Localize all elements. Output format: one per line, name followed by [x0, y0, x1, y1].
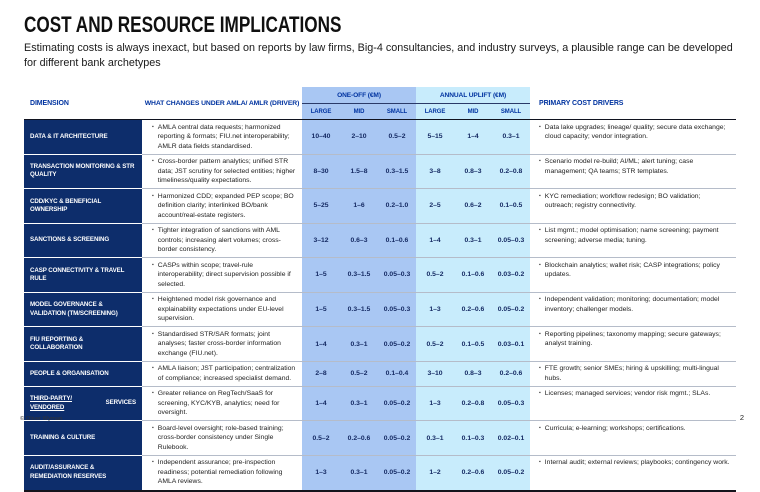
annual-small-cell: 0.03–0.1 [492, 327, 530, 362]
driver-text: Independent assurance; pre-inspection readiness; potential remediation following AMLA reviews. [157, 459, 283, 486]
primary-cost-drivers-cell [530, 224, 736, 259]
driver-text: Cross-border pattern analytics; unified STR data; JST scrutiny for selected entities; higher timeliness/quality expectations. [157, 158, 296, 185]
column-header-driver: WHAT CHANGES UNDER AMLA/ AMLR (DRIVER) [144, 99, 300, 107]
annual-large-cell: 2–5 [416, 189, 454, 224]
primary-cost-drivers-cell [530, 387, 736, 422]
oneoff-mid-cell: 0.3–1 [340, 327, 378, 362]
driver-cell [142, 258, 302, 293]
table-row [24, 120, 736, 155]
dimension-cell: TRAINING & CULTURE [24, 421, 142, 456]
oneoff-small-cell: 0.1–0.6 [378, 224, 416, 259]
annual-small-cell: 0.03–0.2 [492, 258, 530, 293]
driver-text: Board-level oversight; role-based training; cross-border consistency under Single Rulebook. [157, 424, 284, 451]
bullet-icon: ▪ [152, 459, 154, 466]
dimension-cell: DATA & IT ARCHITECTURE [24, 120, 142, 155]
annual-large-cell: 1–2 [416, 456, 454, 490]
bullet-icon: ▪ [539, 261, 541, 268]
driver-cell [142, 362, 302, 387]
primary-cost-drivers-cell [530, 258, 736, 293]
page-title: COST AND RESOURCE IMPLICATIONS [24, 12, 342, 37]
annual-large-cell: 1–4 [416, 224, 454, 259]
bullet-icon: ▪ [539, 365, 541, 372]
annual-mid-cell: 0.2–0.8 [454, 387, 492, 422]
table-row [24, 189, 736, 224]
bullet-icon: ▪ [152, 227, 154, 234]
table-row [24, 293, 736, 328]
dimension-cell: CDD/KYC & BENEFICIAL OWNERSHIP [24, 189, 142, 224]
annual-mid-cell: 0.2–0.6 [454, 293, 492, 328]
bullet-icon: ▪ [152, 424, 154, 431]
oneoff-large-cell: 0.5–2 [302, 421, 340, 456]
annual-large-cell: 3–10 [416, 362, 454, 387]
dimension-cell: THIRD-PARTY/ VENDORED SERVICES [24, 387, 142, 422]
primary-cost-drivers-text: Curricula; e-learning; workshops; certifications. [544, 424, 686, 432]
oneoff-small-cell: 0.2–1.0 [378, 189, 416, 224]
driver-cell [142, 120, 302, 155]
oneoff-large-cell: 1–4 [302, 387, 340, 422]
annual-large-cell: 0.3–1 [416, 421, 454, 456]
oneoff-mid-cell: 1–6 [340, 189, 378, 224]
annual-mid-cell: 0.2–0.6 [454, 456, 492, 490]
bullet-icon: ▪ [539, 123, 541, 130]
annual-small-cell: 0.05–0.3 [492, 387, 530, 422]
primary-cost-drivers-text: Internal audit; external reviews; playbooks; contingency work. [544, 459, 730, 467]
column-group-oneoff: ONE-OFF (€M) [302, 87, 416, 104]
annual-mid-cell: 1–4 [454, 120, 492, 155]
oneoff-small-cell: 0.05–0.2 [378, 387, 416, 422]
annual-mid-cell: 0.1–0.5 [454, 327, 492, 362]
annual-small-cell: 0.05–0.2 [492, 293, 530, 328]
table-body [24, 120, 736, 490]
table-header [24, 87, 736, 120]
bullet-icon: ▪ [539, 390, 541, 397]
oneoff-large-cell: 8–30 [302, 155, 340, 190]
annual-small-cell: 0.05–0.2 [492, 456, 530, 490]
bullet-icon: ▪ [539, 459, 541, 466]
annual-mid-cell: 0.3–1 [454, 224, 492, 259]
bullet-icon: ▪ [539, 330, 541, 337]
oneoff-large-cell: 1–3 [302, 456, 340, 490]
bullet-icon: ▪ [539, 296, 541, 303]
primary-cost-drivers-cell [530, 456, 736, 490]
driver-text: Greater reliance on RegTech/SaaS for screening, KYC/KYB, analytics; need for oversight. [157, 390, 280, 417]
bullet-icon: ▪ [539, 227, 541, 234]
dimension-cell: AUDIT/ASSURANCE & REMEDIATION RESERVES [24, 456, 142, 490]
driver-text: Standardised STR/SAR formats; joint analyses; faster cross-border information exchange (FIU.net). [157, 330, 281, 357]
bullet-icon: ▪ [152, 365, 154, 372]
copyright: © Oliver Wyman [20, 416, 63, 422]
column-header-primary-cost-drivers: PRIMARY COST DRIVERS [539, 99, 624, 107]
oneoff-mid-cell: 0.3–1 [340, 387, 378, 422]
bullet-icon: ▪ [152, 330, 154, 337]
subheader-annual-small: SMALL [492, 104, 530, 119]
primary-cost-drivers-text: Scenario model re-build; AI/ML; alert tuning; case management; QA teams; STR templates. [544, 158, 694, 175]
primary-cost-drivers-cell [530, 120, 736, 155]
dimension-cell: CASP CONNECTIVITY & TRAVEL RULE [24, 258, 142, 293]
oneoff-large-cell: 1–5 [302, 293, 340, 328]
oneoff-mid-cell: 2–10 [340, 120, 378, 155]
subheader-annual-mid: MID [454, 104, 492, 119]
annual-large-cell: 1–3 [416, 293, 454, 328]
bullet-icon: ▪ [539, 192, 541, 199]
bullet-icon: ▪ [152, 123, 154, 130]
oneoff-large-cell: 5–25 [302, 189, 340, 224]
oneoff-mid-cell: 0.2–0.6 [340, 421, 378, 456]
primary-cost-drivers-text: Reporting pipelines; taxonomy mapping; secure gateways; analyst training. [544, 330, 721, 348]
table-row [24, 258, 736, 293]
oneoff-large-cell: 10–40 [302, 120, 340, 155]
oneoff-large-cell: 1–4 [302, 327, 340, 362]
oneoff-small-cell: 0.05–0.2 [378, 327, 416, 362]
oneoff-mid-cell: 1.5–8 [340, 155, 378, 190]
subheader-oneoff-small: SMALL [378, 104, 416, 119]
subheader-oneoff-large: LARGE [302, 104, 340, 119]
driver-text: AMLA liaison; JST participation; centralization of compliance; increased specialist demand. [157, 365, 296, 382]
primary-cost-drivers-cell [530, 327, 736, 362]
primary-cost-drivers-text: Licenses; managed services; vendor risk mgmt.; SLAs. [544, 390, 711, 398]
oneoff-large-cell: 3–12 [302, 224, 340, 259]
driver-cell [142, 293, 302, 328]
primary-cost-drivers-text: List mgmt.; model optimisation; name screening; payment screening; adverse media; tuning. [544, 227, 719, 244]
primary-cost-drivers-text: KYC remediation; workflow redesign; BO validation; outreach; registry connectivity. [544, 192, 701, 210]
table-row [24, 456, 736, 490]
oneoff-small-cell: 0.05–0.3 [378, 293, 416, 328]
table-row [24, 387, 736, 422]
annual-mid-cell: 0.1–0.3 [454, 421, 492, 456]
bullet-icon: ▪ [539, 158, 541, 165]
dimension-cell: SANCTIONS & SCREENING [24, 224, 142, 259]
annual-large-cell: 5–15 [416, 120, 454, 155]
oneoff-mid-cell: 0.3–1 [340, 456, 378, 490]
cost-table [24, 87, 736, 492]
oneoff-mid-cell: 0.5–2 [340, 362, 378, 387]
table-row [24, 155, 736, 190]
oneoff-large-cell: 2–8 [302, 362, 340, 387]
oneoff-large-cell: 1–5 [302, 258, 340, 293]
annual-small-cell: 0.05–0.3 [492, 224, 530, 259]
dimension-cell: PEOPLE & ORGANISATION [24, 362, 142, 387]
bullet-icon: ▪ [152, 261, 154, 268]
driver-text: CASPs within scope; travel-rule interoperability; direct supervision possible if selected. [157, 261, 291, 288]
driver-text: Tighter integration of sanctions with AML controls; increasing alert volumes; cross-border consistency. [157, 227, 281, 254]
table-row [24, 327, 736, 362]
bullet-icon: ▪ [152, 390, 154, 397]
annual-mid-cell: 0.8–3 [454, 362, 492, 387]
driver-cell [142, 155, 302, 190]
column-group-annual-uplift: ANNUAL UPLIFT (€M) [416, 87, 530, 104]
driver-cell [142, 224, 302, 259]
primary-cost-drivers-text: FTE growth; senior SMEs; hiring & upskilling; multi-lingual hubs. [544, 365, 719, 382]
primary-cost-drivers-cell [530, 362, 736, 387]
primary-cost-drivers-cell [530, 155, 736, 190]
oneoff-mid-cell: 0.3–1.5 [340, 258, 378, 293]
oneoff-small-cell: 0.5–2 [378, 120, 416, 155]
subheader-oneoff-mid: MID [340, 104, 378, 119]
table-row [24, 224, 736, 259]
page-number: 2 [739, 413, 744, 422]
oneoff-mid-cell: 0.6–3 [340, 224, 378, 259]
bullet-icon: ▪ [152, 158, 154, 165]
annual-small-cell: 0.2–0.6 [492, 362, 530, 387]
page-subtitle: Estimating costs is always inexact, but based on reports by law firms, Big-4 consultancies, and industry surveys, a plausible range can be developed for different bank archetypes [24, 42, 733, 70]
annual-small-cell: 0.1–0.5 [492, 189, 530, 224]
dimension-cell: MODEL GOVERNANCE & VALIDATION (TM/SCREENING) [24, 293, 142, 328]
driver-cell [142, 327, 302, 362]
primary-cost-drivers-text: Blockchain analytics; wallet risk; CASP integrations; policy updates. [544, 261, 720, 279]
driver-text: Heightened model risk governance and explainability expectations under EU-level supervision. [157, 296, 284, 323]
subheader-annual-large: LARGE [416, 104, 454, 119]
driver-text: AMLA central data requests; harmonized reporting & formats; FIU.net interoperability; AMLR data fields standardised. [157, 123, 290, 150]
annual-large-cell: 3–8 [416, 155, 454, 190]
oneoff-small-cell: 0.05–0.2 [378, 456, 416, 490]
annual-large-cell: 1–3 [416, 387, 454, 422]
annual-small-cell: 0.3–1 [492, 120, 530, 155]
primary-cost-drivers-cell [530, 293, 736, 328]
bullet-icon: ▪ [152, 192, 154, 199]
driver-cell [142, 189, 302, 224]
column-header-dimension: DIMENSION [30, 99, 69, 107]
annual-mid-cell: 0.8–3 [454, 155, 492, 190]
annual-large-cell: 0.5–2 [416, 258, 454, 293]
annual-mid-cell: 0.6–2 [454, 189, 492, 224]
oneoff-small-cell: 0.3–1.5 [378, 155, 416, 190]
annual-large-cell: 0.5–2 [416, 327, 454, 362]
oneoff-small-cell: 0.1–0.4 [378, 362, 416, 387]
oneoff-small-cell: 0.05–0.2 [378, 421, 416, 456]
bullet-icon: ▪ [539, 424, 541, 431]
annual-small-cell: 0.2–0.8 [492, 155, 530, 190]
annual-small-cell: 0.02–0.1 [492, 421, 530, 456]
driver-text: Harmonized CDD; expanded PEP scope; BO definition clarity; interlinked BO/bank account/real-estate registers. [157, 192, 294, 219]
oneoff-small-cell: 0.05–0.3 [378, 258, 416, 293]
dimension-cell: FIU REPORTING & COLLABORATION [24, 327, 142, 362]
annual-mid-cell: 0.1–0.6 [454, 258, 492, 293]
driver-cell [142, 456, 302, 490]
table-row [24, 362, 736, 387]
driver-cell [142, 387, 302, 422]
primary-cost-drivers-text: Data lake upgrades; lineage/ quality; secure data exchange; cloud capacity; vendor integration. [544, 123, 726, 141]
bullet-icon: ▪ [152, 296, 154, 303]
primary-cost-drivers-cell [530, 189, 736, 224]
oneoff-mid-cell: 0.3–1.5 [340, 293, 378, 328]
primary-cost-drivers-text: Independent validation; monitoring; documentation; model inventory; challenger models. [544, 296, 720, 313]
dimension-cell: TRANSACTION MONITORING & STR QUALITY [24, 155, 142, 190]
